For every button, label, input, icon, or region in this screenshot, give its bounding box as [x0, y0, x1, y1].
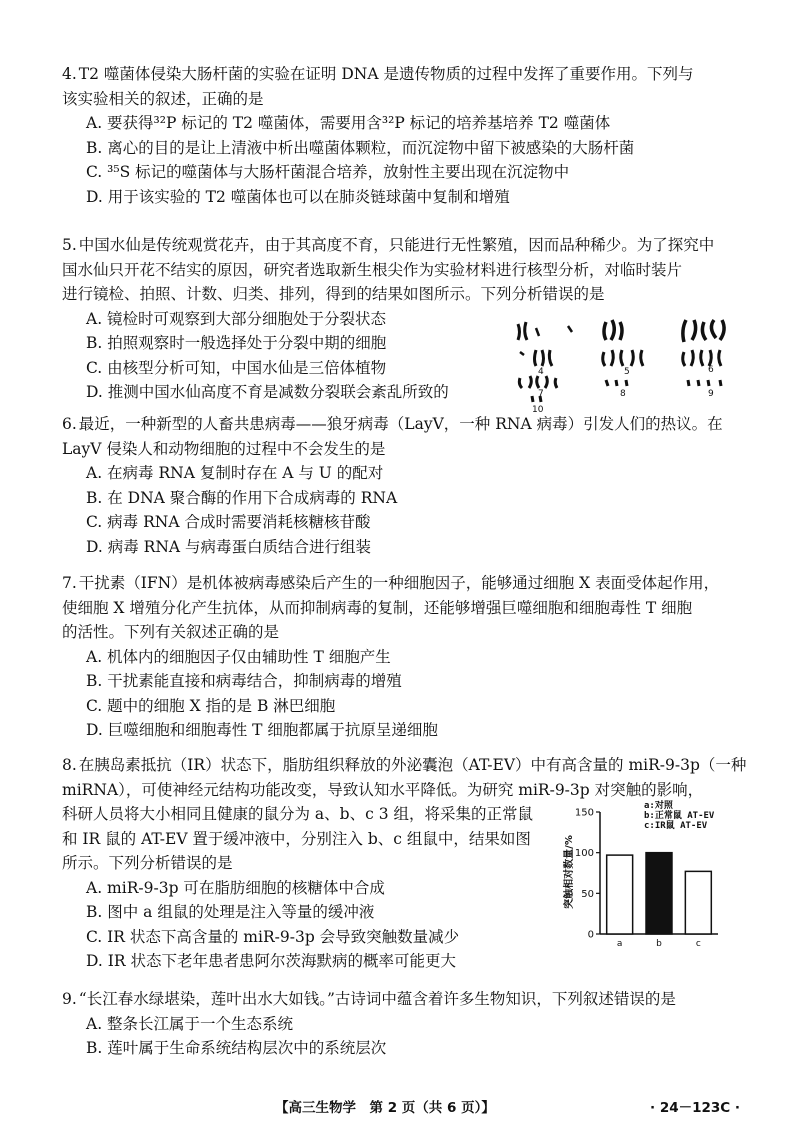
- question-number: 9.: [62, 990, 77, 1008]
- y-tick-label: 100: [574, 848, 594, 860]
- bar-c: [685, 871, 711, 934]
- option-b: B. 在 DNA 聚合酶的作用下合成病毒的 RNA: [86, 488, 398, 507]
- chromosome-group-1: [518, 322, 572, 340]
- option-b: B. 图中 a 组鼠的处理是注入等量的缓冲液: [86, 903, 375, 921]
- option-a: A. 机体内的细胞因子仅由辅助性 T 细胞产生: [86, 647, 391, 666]
- option-a: A. miR-9-3p 可在脂肪细胞的核糖体中合成: [86, 878, 385, 897]
- question-number: 7.: [62, 574, 77, 592]
- question-number: 8.: [62, 756, 77, 774]
- footer-page-info: 【高三生物学 第 2 页（共 6 页）】: [275, 1100, 495, 1116]
- y-tick-label: 0: [587, 929, 594, 941]
- page-footer: [0, 1096, 800, 1120]
- question-4: [62, 62, 752, 209]
- question-stem-line: 最近，一种新型的人畜共患病毒——狼牙病毒（LayV，一种 RNA 病毒）引发人们的热议。在: [78, 415, 723, 433]
- chart-bars: [607, 853, 712, 934]
- legend-entry: a:对照: [644, 801, 673, 811]
- bar-a: [607, 855, 633, 934]
- question-number: 6.: [62, 415, 77, 433]
- option-b: B. 莲叶属于生命系统结构层次中的系统层次: [86, 1039, 387, 1057]
- option-c: C. 病毒 RNA 合成时需要消耗核糖核苷酸: [86, 513, 371, 531]
- option-d: D. 巨噬细胞和细胞毒性 T 细胞都属于抗原呈递细胞: [86, 721, 438, 739]
- option-c: C. 由核型分析可知，中国水仙是三倍体植物: [86, 358, 387, 377]
- question-stem-line: 该实验相关的叙述，正确的是: [62, 89, 264, 108]
- x-tick-label: c: [695, 939, 701, 949]
- legend-entry: b:正常鼠 AT-EV: [644, 811, 715, 821]
- legend-entry: c:IR鼠 AT-EV: [644, 821, 708, 831]
- question-stem-line: T2 噬菌体侵染大肠杆菌的实验在证明 DNA 是遗传物质的过程中发挥了重要作用。下列与: [78, 65, 694, 83]
- karyotype-figure: [508, 310, 748, 420]
- synapse-bar-chart: [558, 800, 753, 950]
- karyotype-label: 8: [620, 389, 626, 399]
- option-a: A. 要获得³²P 标记的 T2 噬菌体，需要用含³²P 标记的培养基培养 T2 噬菌体: [86, 114, 611, 132]
- question-stem-line: “长江春水绿堪染，莲叶出水大如钱。”古诗词中蕴含着许多生物知识，下列叙述错误的是: [78, 990, 676, 1008]
- question-stem-line: 的活性。下列有关叙述正确的是: [62, 623, 280, 641]
- chromosome-group-7: [519, 376, 557, 388]
- option-b: B. 干扰素能直接和病毒结合，抑制病毒的增殖: [86, 672, 402, 690]
- karyotype-label: 6: [708, 365, 714, 375]
- chromosome-group-9: [688, 380, 721, 386]
- karyotype-labels: [532, 365, 714, 415]
- question-stem-line: 所示。下列分析错误的是: [62, 854, 233, 872]
- chromosome-group-8: [606, 380, 627, 386]
- option-d: D. 病毒 RNA 与病毒蛋白质结合进行组装: [86, 537, 372, 556]
- question-stem-line: miRNA），可使神经元结构功能改变，导致认知水平降低。为研究 miR-9-3p 对突触的影响，: [62, 780, 704, 799]
- chart-legend: [644, 800, 715, 831]
- question-6: [62, 412, 752, 559]
- question-number: 4.: [62, 65, 77, 83]
- question-9: [62, 987, 752, 1061]
- chromosome-group-2: [604, 320, 622, 340]
- option-d: D. IR 状态下老年患者患阿尔茨海默病的概率可能更大: [86, 952, 456, 970]
- footer-paper-code: · 24－123C ·: [650, 1100, 741, 1116]
- question-number: 5.: [62, 236, 77, 254]
- karyotype-label: 7: [538, 389, 544, 399]
- option-c: C. 题中的细胞 X 指的是 B 淋巴细胞: [86, 696, 336, 715]
- karyotype-label: 4: [538, 367, 544, 377]
- chart-y-axis-label: 突触相对数量/%: [564, 835, 575, 909]
- option-b: B. 拍照观察时一般选择处于分裂中期的细胞: [86, 334, 387, 352]
- karyotype-label: 10: [532, 405, 544, 415]
- question-stem-line: 国水仙只开花不结实的原因，研究者选取新生根尖作为实验材料进行核型分析，对临时装片: [62, 260, 683, 279]
- question-stem-line: 在胰岛素抵抗（IR）状态下，脂肪组织释放的外泌囊泡（AT-EV）中有高含量的 miR-9-3p（一种: [78, 756, 747, 774]
- option-a: A. 镜检时可观察到大部分细胞处于分裂状态: [86, 309, 387, 328]
- question-stem-line: 进行镜检、拍照、计数、归类、排列，得到的结果如图所示。下列分析错误的是: [62, 285, 605, 303]
- bar-b: [646, 853, 672, 934]
- option-b: B. 离心的目的是让上清液中析出噬菌体颗粒，而沉淀物中留下被感染的大肠杆菌: [86, 138, 635, 157]
- option-d: D. 推测中国水仙高度不育是减数分裂联会紊乱所致的: [86, 383, 449, 401]
- question-stem-line: 科研人员将大小相同且健康的鼠分为 a、b、c 3 组，将采集的正常鼠: [62, 805, 533, 823]
- question-stem-line: 干扰素（IFN）是机体被病毒感染后产生的一种细胞因子，能够通过细胞 X 表面受体起作用，: [78, 574, 720, 592]
- question-stem-line: LayV 侵染人和动物细胞的过程中不会发生的是: [62, 439, 386, 458]
- x-tick-label: a: [616, 939, 623, 949]
- chromosome-group-5: [603, 350, 643, 366]
- chromosome-group-6: [683, 350, 721, 366]
- y-tick-label: 50: [581, 888, 594, 900]
- y-tick-label: 150: [574, 807, 594, 819]
- chromosome-group-4: [520, 350, 552, 366]
- option-a: A. 整条长江属于一个生态系统: [86, 1014, 294, 1033]
- option-c: C. IR 状态下高含量的 miR-9-3p 会导致突触数量减少: [86, 927, 460, 946]
- karyotype-label: 5: [624, 367, 630, 377]
- option-d: D. 用于该实验的 T2 噬菌体也可以在肺炎链球菌中复制和增殖: [86, 187, 510, 206]
- question-stem-line: 中国水仙是传统观赏花卉，由于其高度不育，只能进行无性繁殖，因而品种稀少。为了探究中: [78, 236, 715, 254]
- x-tick-label: b: [656, 939, 662, 949]
- karyotype-label: 9: [708, 389, 714, 399]
- question-7: [62, 571, 752, 743]
- option-a: A. 在病毒 RNA 复制时存在 A 与 U 的配对: [86, 464, 384, 482]
- chromosome-group-3: [683, 320, 724, 342]
- option-c: C. ³⁵S 标记的噬菌体与大肠杆菌混合培养，放射性主要出现在沉淀物中: [86, 163, 570, 181]
- question-stem-line: 和 IR 鼠的 AT-EV 置于缓冲液中，分别注入 b、c 组鼠中，结果如图: [62, 829, 531, 848]
- question-stem-line: 使细胞 X 增殖分化产生抗体，从而抑制病毒的复制，还能够增强巨噬细胞和细胞毒性 T 细胞: [62, 598, 693, 617]
